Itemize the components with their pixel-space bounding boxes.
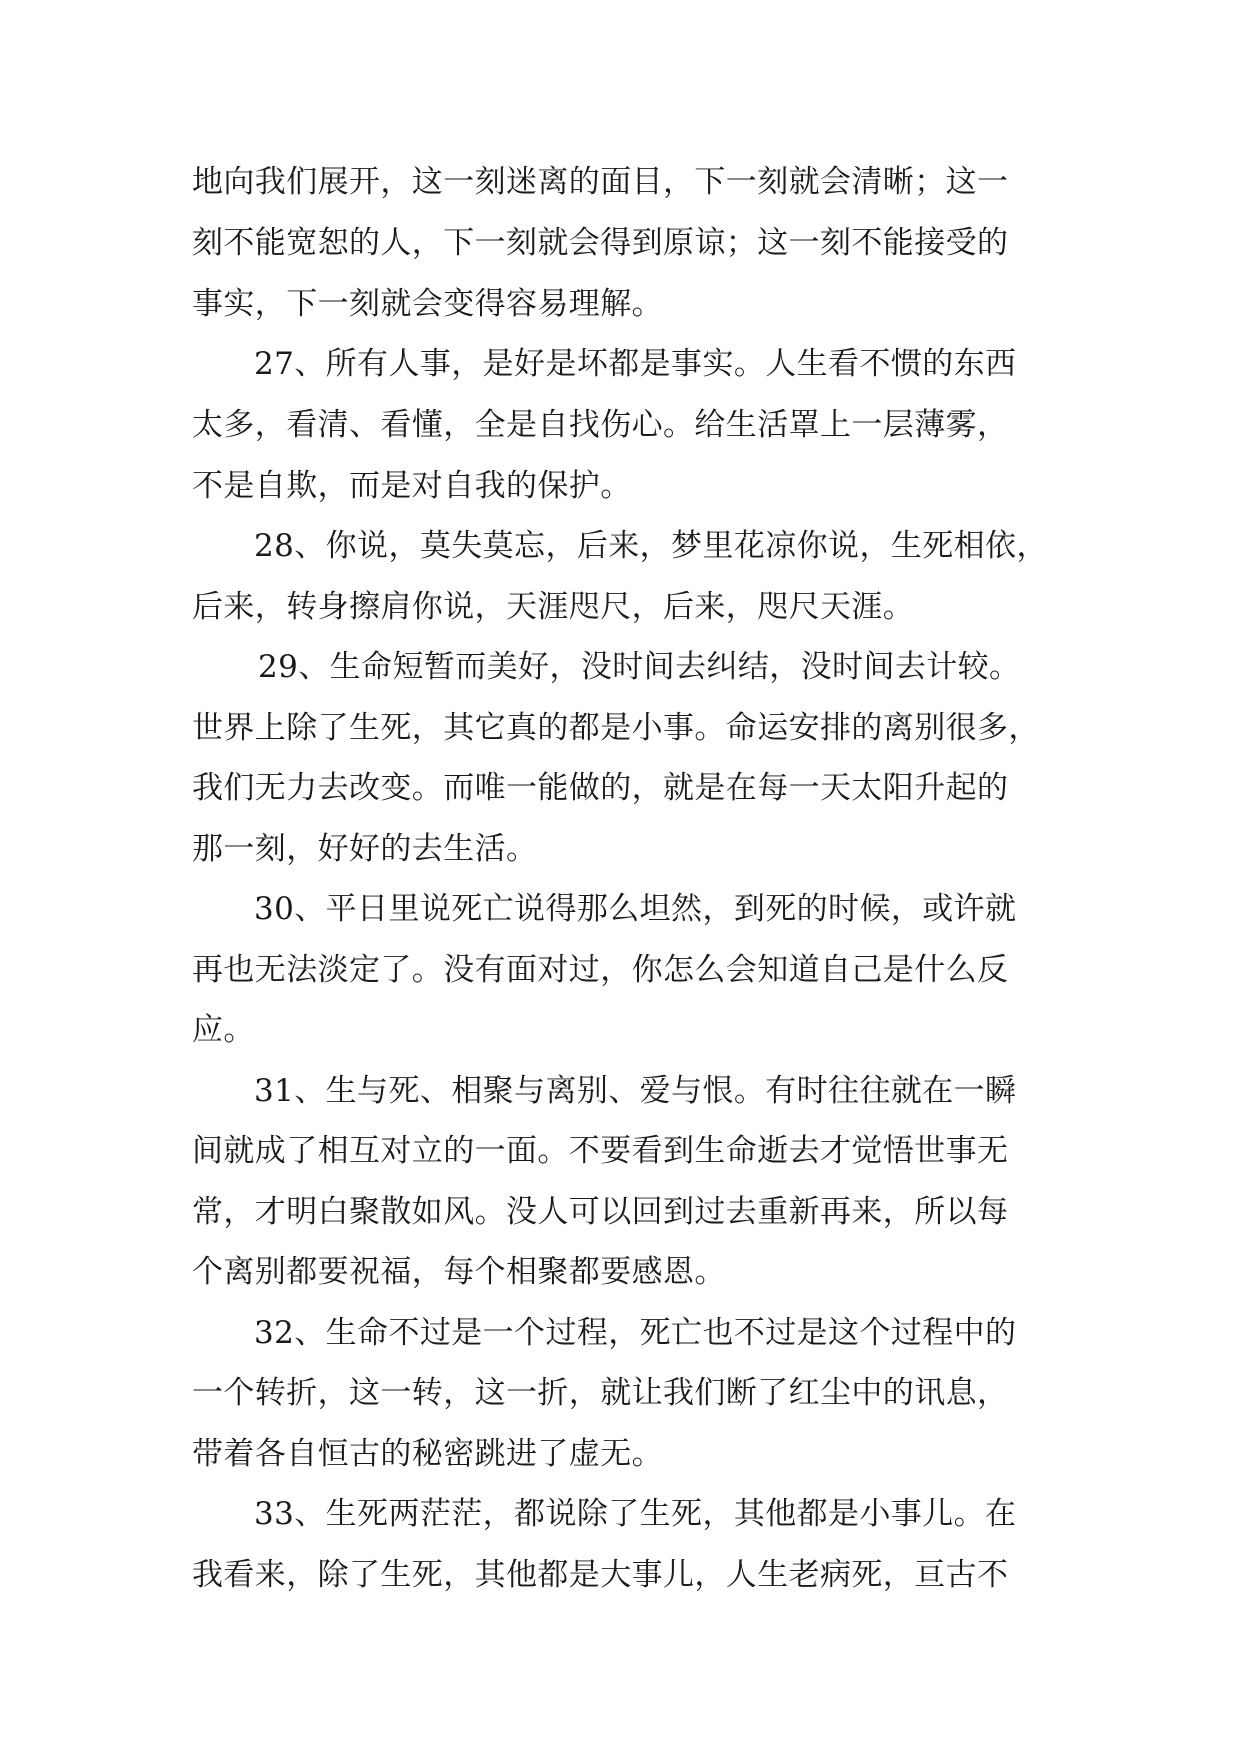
paragraph-30-start: 30、平日里说死亡说得那么坦然，到死的时候，或许就 [254,891,1017,927]
text-line: 再也无法淡定了。没有面对过，你怎么会知道自己是什么反 [192,952,1009,988]
text-line: 带着各自恒古的秘密跳进了虚无。 [192,1436,663,1472]
paragraph-31-start: 31、生与死、相聚与离别、爱与恨。有时往往就在一瞬 [254,1073,1017,1109]
paragraph-29-start: 29、生命短暂而美好，没时间去纠结，没时间去计较。 [258,649,1021,685]
text-line: 我们无力去改变。而唯一能做的，就是在每一天太阳升起的 [192,770,1009,806]
paragraph-32-start: 32、生命不过是一个过程，死亡也不过是这个过程中的 [254,1315,1017,1351]
text-line: 那一刻，好好的去生活。 [192,831,538,867]
paragraph-27-start: 27、所有人事，是好是坏都是事实。人生看不惯的东西 [254,346,1017,382]
text-line: 间就成了相互对立的一面。不要看到生命逝去才觉悟世事无 [192,1133,1009,1169]
text-line: 我看来，除了生死，其他都是大事儿，人生老病死，亘古不 [192,1557,1009,1593]
text-line: 刻不能宽恕的人，下一刻就会得到原谅；这一刻不能接受的 [192,225,1009,261]
text-line: 事实，下一刻就会变得容易理解。 [192,286,663,322]
text-line: 后来，转身擦肩你说，天涯咫尺，后来，咫尺天涯。 [192,589,915,625]
text-line: 太多，看清、看懂，全是自找伤心。给生活罩上一层薄雾， [192,407,1009,443]
text-line: 常，才明白聚散如风。没人可以回到过去重新再来，所以每 [192,1194,1009,1230]
paragraph-33-start: 33、生死两茫茫，都说除了生死，其他都是小事儿。在 [254,1496,1017,1532]
paragraph-28-start: 28、你说，莫失莫忘，后来，梦里花凉你说，生死相依， [254,528,1048,564]
text-line: 地向我们展开，这一刻迷离的面目，下一刻就会清晰；这一 [192,164,1009,200]
text-line: 世界上除了生死，其它真的都是小事。命运安排的离别很多， [192,710,1040,746]
text-line: 不是自欺，而是对自我的保护。 [192,468,632,504]
text-line: 个离别都要祝福，每个相聚都要感恩。 [192,1254,726,1290]
text-line: 一个转折，这一转，这一折，就让我们断了红尘中的讯息， [192,1375,1009,1411]
text-line: 应。 [192,1012,255,1048]
